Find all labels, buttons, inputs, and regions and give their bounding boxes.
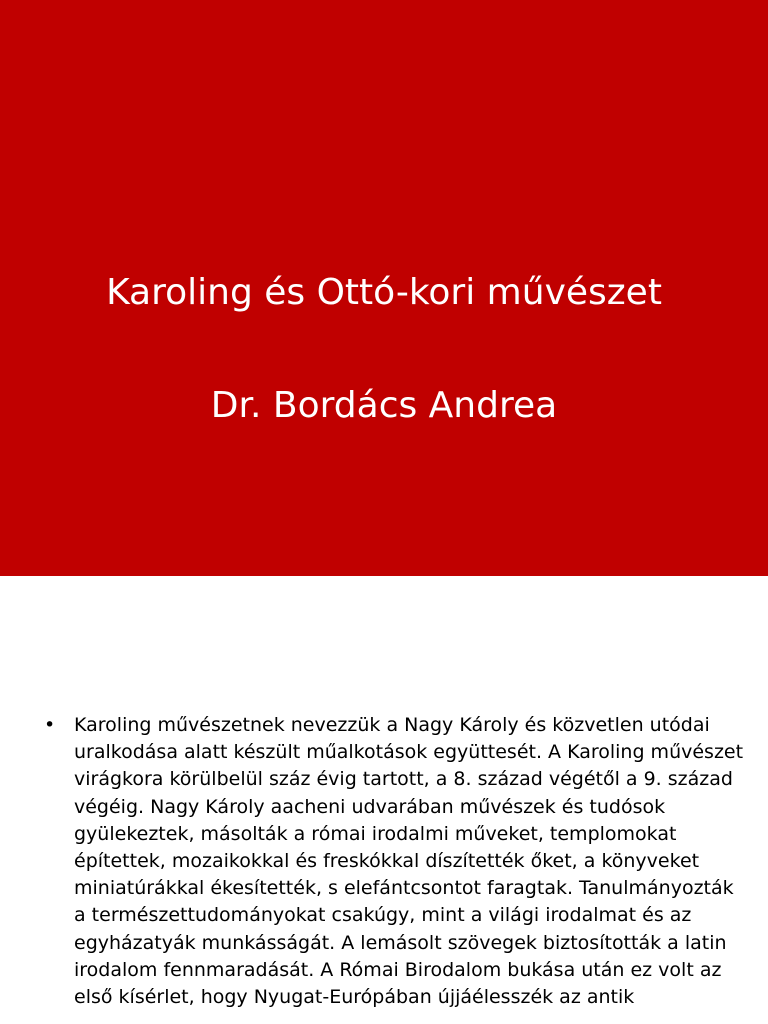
slide-title: Karoling és Ottó-kori művészet bbox=[106, 272, 662, 313]
paragraph-line: a természettudományokat csakúgy, mint a világi irodalmat és az bbox=[74, 904, 692, 927]
paragraph-line: uralkodása alatt készült műalkotások együttesét. A Karoling művészet bbox=[74, 741, 744, 764]
paragraph-line: miniatúrákkal ékesítették, s elefántcsontot faragtak. Tanulmányozták bbox=[74, 877, 734, 900]
paragraph-line: építettek, mozaikokkal és freskókkal díszítették őket, a könyveket bbox=[74, 850, 700, 873]
paragraph-line: Karoling művészetnek nevezzük a Nagy Károly és közvetlen utódai bbox=[74, 714, 710, 736]
slide-subtitle-author: Dr. Bordács Andrea bbox=[210, 385, 558, 426]
bullet-list bbox=[44, 712, 744, 1011]
bullet-item bbox=[44, 712, 744, 1011]
paragraph-line: első kísérlet, hogy Nyugat-Európában újjáélesszék az antik bbox=[74, 986, 635, 1009]
paragraph-line: gyülekeztek, másolták a római irodalmi műveket, templomokat bbox=[74, 822, 677, 845]
paragraph-line: virágkora körülbelül száz évig tartott, a 8. század végétől a 9. század bbox=[74, 768, 733, 791]
paragraph-line: egyházatyák munkásságát. A lemásolt szövegek biztosították a latin bbox=[74, 931, 727, 954]
content-slide bbox=[0, 576, 768, 1024]
paragraph-line: végéig. Nagy Károly aacheni udvarában művészek és tudósok bbox=[74, 795, 666, 818]
bullet-icon: • bbox=[44, 714, 56, 736]
paragraph-line: irodalom fennmaradását. A Római Birodalom bukása után ez volt az bbox=[74, 958, 722, 981]
